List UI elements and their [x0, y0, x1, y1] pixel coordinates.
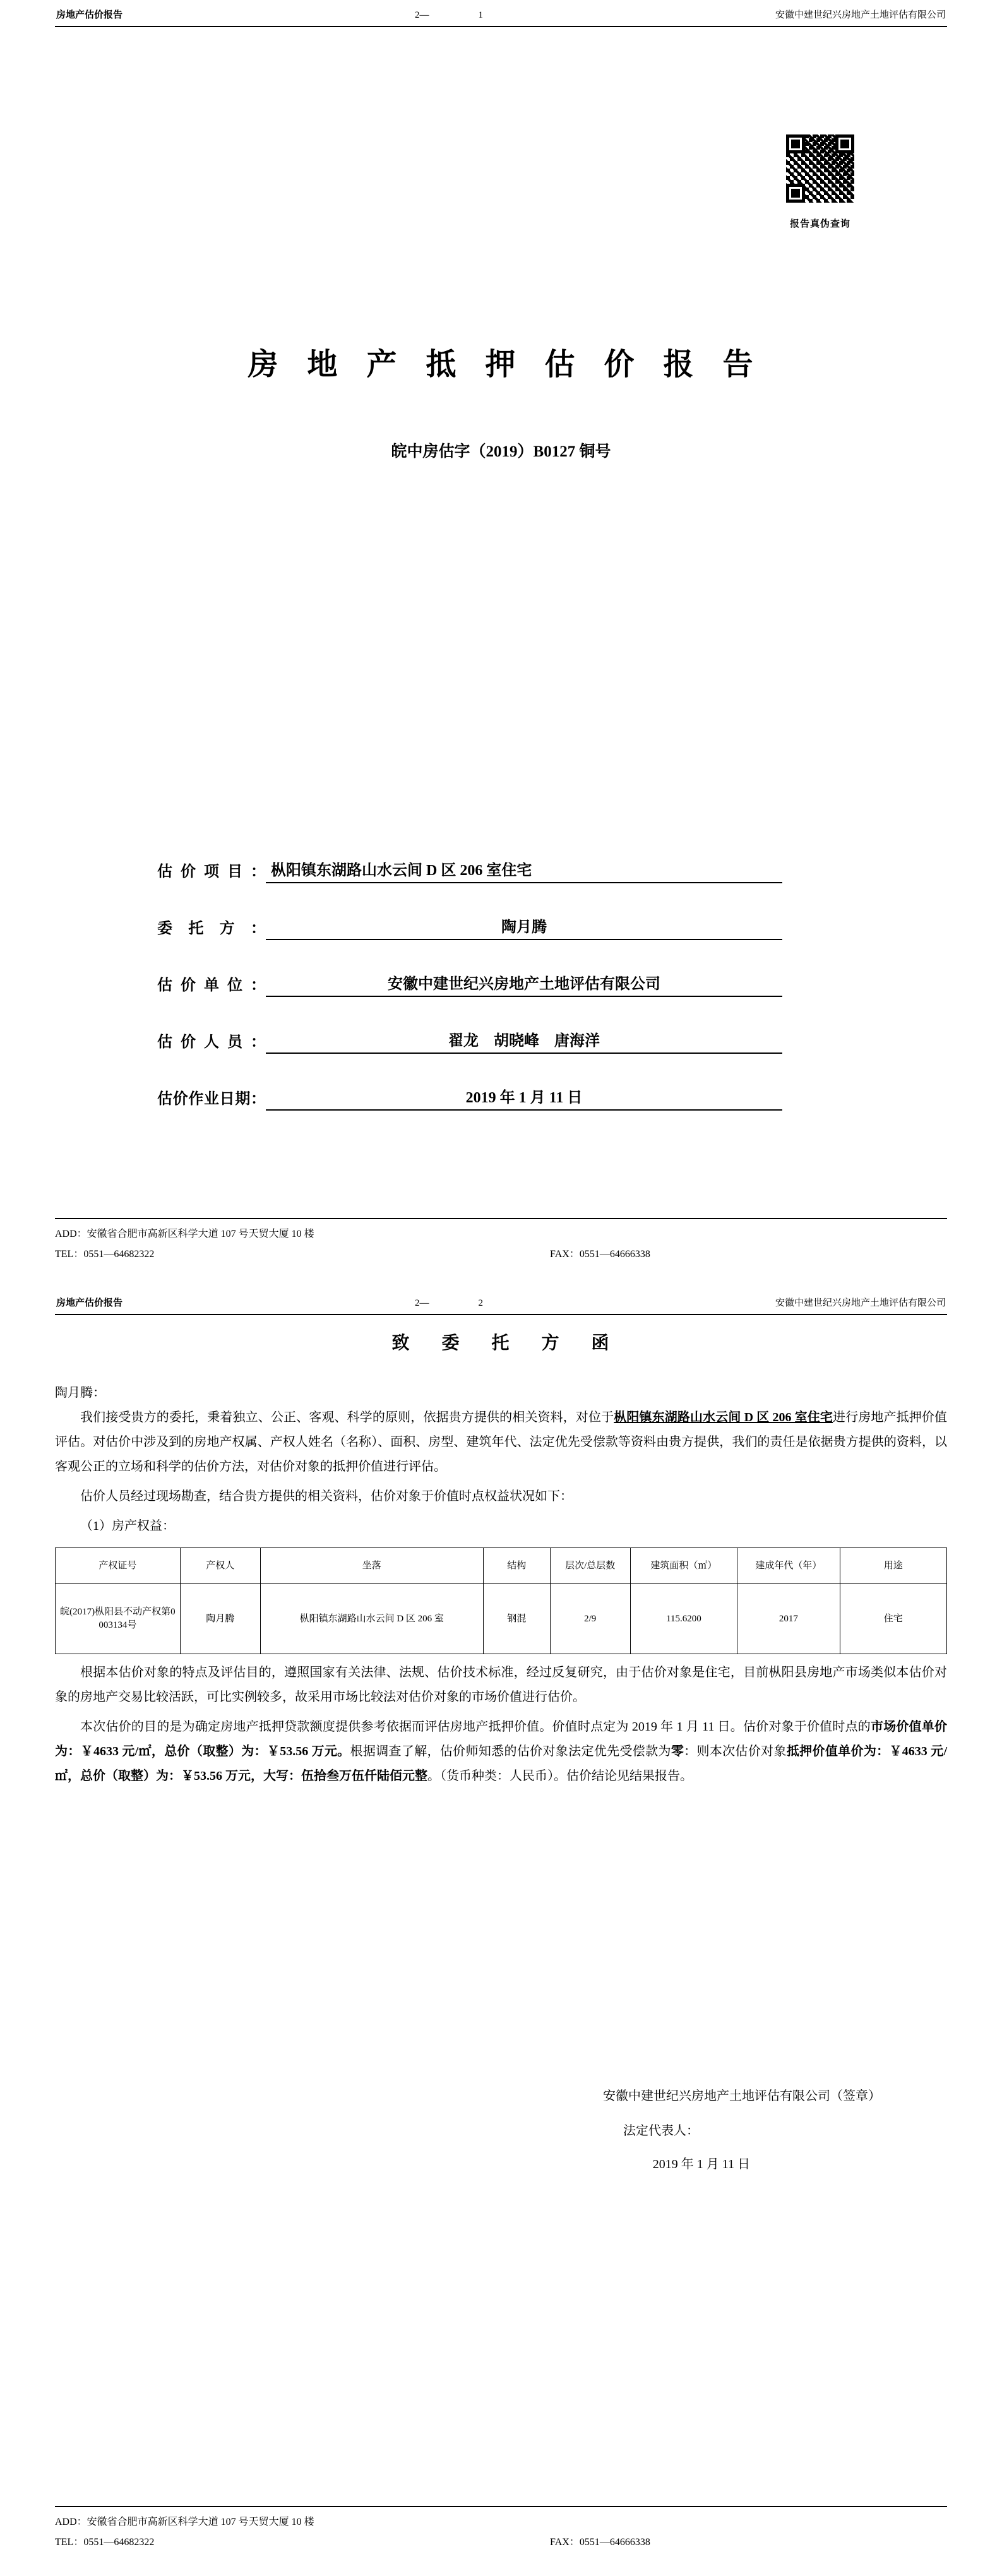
cell-year-built: 2017	[737, 1584, 840, 1654]
letter-body	[55, 1405, 947, 1789]
field-value: 翟龙 胡晓峰 唐海洋	[266, 1028, 782, 1054]
field-value: 2019 年 1 月 11 日	[266, 1085, 782, 1111]
text-segment: 抵押价值单价为：￥4633 元/㎡，总价（取整）为：￥53.56 万元，大写：伍拾叁万伍仟陆佰元整	[55, 1744, 948, 1783]
header-company: 安徽中建世纪兴房地产土地评估有限公司	[775, 1298, 946, 1308]
qr-finder-icon	[786, 134, 805, 153]
signature-company: 安徽中建世纪兴房地产土地评估有限公司（签章）	[603, 2089, 881, 2103]
footer-address: ADD：安徽省合肥市高新区科学大道 107 号天贸大厦 10 楼	[55, 1229, 314, 1239]
running-header	[55, 6, 947, 27]
footer-tel: TEL：0551—64682322	[55, 2537, 155, 2548]
table-header-row	[56, 1548, 947, 1584]
field-label: 估价项目：	[157, 864, 266, 880]
qr-finder-icon	[786, 184, 805, 203]
cell-structure: 钢混	[483, 1584, 550, 1654]
footer-tel: TEL：0551—64682322	[55, 1249, 155, 1260]
page-number	[415, 10, 483, 21]
text-segment: ：则本次估价对象	[684, 1744, 787, 1758]
letter-title: 致 委 托 方 函	[391, 1333, 611, 1353]
field-project	[157, 848, 782, 883]
text-segment: 市场价值单价为：￥4633 元/㎡，总价（取整）为：￥53.56 万元。	[55, 1720, 947, 1758]
cell-certificate-no: 皖(2017)枞阳县不动产权第0003134号	[56, 1584, 181, 1654]
col-year-built: 建成年代（年）	[737, 1548, 840, 1584]
page-number-total: 2—	[415, 10, 429, 20]
footer-contact	[55, 2534, 947, 2548]
field-label: 委托方：	[157, 921, 266, 937]
field-appraisers	[157, 1018, 782, 1054]
text-segment: 枞阳镇东湖路山水云间 D 区 206 室住宅	[614, 1410, 833, 1424]
signature-legal-representative: 法定代表人：	[623, 2124, 699, 2138]
page-number-current: 2	[478, 1298, 483, 1308]
footer-address: ADD：安徽省合肥市高新区科学大道 107 号天贸大厦 10 楼	[55, 2517, 314, 2527]
running-header	[55, 1294, 947, 1315]
qr-finder-icon	[835, 134, 854, 153]
field-label: 估价人员：	[157, 1034, 266, 1051]
field-label: 估价单位：	[157, 977, 266, 994]
text-segment: 根据本估价对象的特点及评估目的，遵照国家有关法律、法规、估价技术标准，经过反复研究，由于估价对象是住宅，目前枞阳县房地产市场类似本估价对象的房地产交易比较活跃，可比实例较多，故采用市场比较法对估价对象的市场价值进行估价。	[55, 1666, 947, 1704]
page-2	[0, 1288, 1002, 2576]
report-number: 皖中房估字（2019）B0127 铜号	[391, 443, 611, 460]
header-doc-type: 房地产估价报告	[56, 10, 123, 20]
cell-location: 枞阳镇东湖路山水云间 D 区 206 室	[260, 1584, 483, 1654]
cover-fields	[157, 848, 782, 1111]
text-segment: 估价人员经过现场勘查，结合贵方提供的相关资料，估价对象于价值时点权益状况如下：	[80, 1489, 573, 1503]
salutation: 陶月腾：	[55, 1386, 105, 1400]
table-header	[56, 1548, 947, 1584]
col-floor: 层次/总层数	[550, 1548, 630, 1584]
header-company: 安徽中建世纪兴房地产土地评估有限公司	[775, 10, 946, 20]
col-area: 建筑面积（㎡）	[630, 1548, 737, 1584]
field-value: 陶月腾	[266, 914, 782, 940]
table-body	[56, 1584, 947, 1654]
col-owner: 产权人	[180, 1548, 260, 1584]
header-doc-type: 房地产估价报告	[56, 1298, 123, 1308]
field-client	[157, 905, 782, 940]
field-appraisal-date	[157, 1075, 782, 1111]
footer-contact	[55, 1246, 947, 1260]
text-segment: （1）房产权益：	[80, 1519, 175, 1533]
col-certificate-no: 产权证号	[56, 1548, 181, 1584]
text-segment: 零	[671, 1744, 684, 1758]
footer-fax: FAX：0551—64666338	[550, 2537, 650, 2548]
text-segment: 根据调查了解，估价师知悉的估价对象法定优先受偿款为	[350, 1744, 671, 1758]
table-row	[56, 1584, 947, 1654]
signature-date: 2019 年 1 月 11 日	[652, 2157, 750, 2171]
cell-floor: 2/9	[550, 1584, 630, 1654]
running-footer	[55, 1218, 947, 1260]
running-footer	[55, 2506, 947, 2548]
paragraph	[55, 1661, 947, 1710]
footer-fax: FAX：0551—64666338	[550, 1249, 650, 1260]
qr-block	[785, 134, 856, 230]
text-segment: 我们接受贵方的委托，秉着独立、公正、客观、科学的原则，依据贵方提供的相关资料，对位于	[80, 1410, 614, 1424]
paragraph	[55, 1405, 947, 1479]
cell-area: 115.6200	[630, 1584, 737, 1654]
text-segment: 本次估价的目的是为确定房地产抵押贷款额度提供参考依据而评估房地产抵押价值。价值时点定为 2019 年 1 月 11 日。估价对象于价值时点的	[80, 1720, 871, 1734]
col-structure: 结构	[483, 1548, 550, 1584]
report-title: 房 地 产 抵 押 估 价 报 告	[248, 348, 754, 381]
paragraph	[55, 1514, 947, 1539]
qr-caption: 报告真伪查询	[789, 219, 850, 229]
text-segment: 进行房地产抵押价值评估。对估价中涉及到的房地产权属、产权人姓名（名称）、面积、房型、建筑年代、法定优先受偿款等资料由贵方提供，我们的责任是依据贵方提供的资料，以客观公正的立场和科学的估价方法，对估价对象的抵押价值进行评估。	[55, 1410, 948, 1474]
signature-block	[55, 2085, 947, 2172]
text-segment: 。（货币种类：人民币）。估价结论见结果报告。	[427, 1769, 693, 1783]
paragraph	[55, 1715, 947, 1789]
field-value: 枞阳镇东湖路山水云间 D 区 206 室住宅	[266, 857, 782, 883]
page-number-current: 1	[478, 10, 483, 20]
cell-usage: 住宅	[840, 1584, 946, 1654]
col-usage: 用途	[840, 1548, 946, 1584]
field-appraisal-agency	[157, 962, 782, 997]
cell-owner: 陶月腾	[180, 1584, 260, 1654]
paragraph	[55, 1484, 947, 1509]
col-location: 坐落	[260, 1548, 483, 1584]
property-rights-table	[55, 1547, 947, 1654]
field-label: 估价作业日期：	[157, 1091, 266, 1107]
page-number-total: 2—	[415, 1298, 429, 1308]
qr-code	[786, 134, 854, 203]
field-value: 安徽中建世纪兴房地产土地评估有限公司	[266, 971, 782, 997]
page-number	[415, 1298, 483, 1309]
